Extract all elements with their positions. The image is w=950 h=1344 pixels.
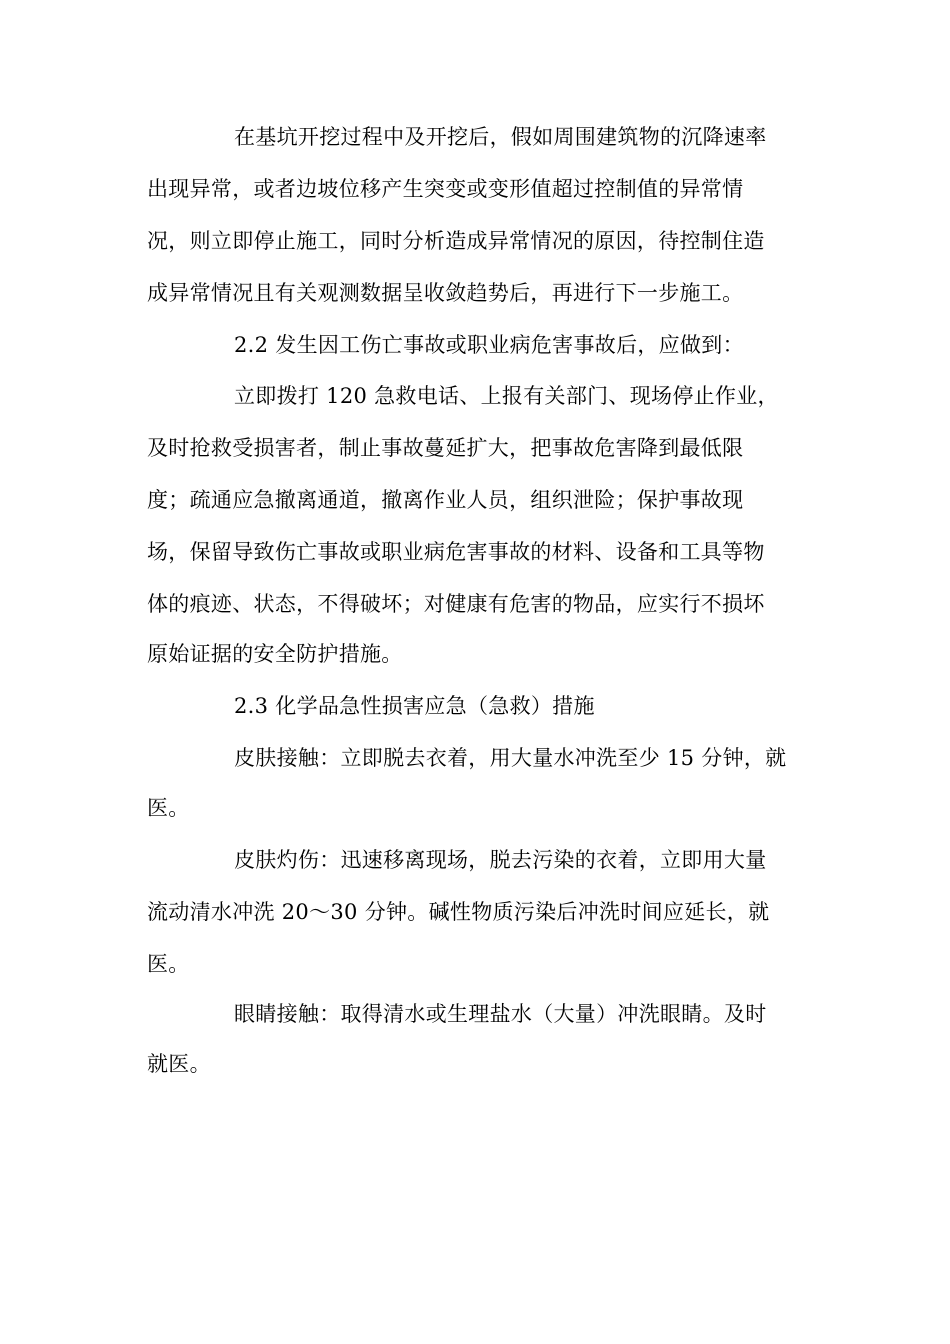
paragraph-line: 医。 — [147, 952, 190, 976]
paragraph-line: 原始证据的安全防护措施。 — [147, 642, 403, 666]
paragraph-line: 体的痕迹、状态，不得破坏；对健康有危害的物品，应实行不损坏 — [147, 592, 765, 616]
paragraph-line: 在基坑开挖过程中及开挖后，假如周围建筑物的沉降速率 — [234, 125, 767, 149]
paragraph-line: 及时抢救受损害者，制止事故蔓延扩大，把事故危害降到最低限 — [147, 436, 744, 460]
paragraph-line: 皮肤接触：立即脱去衣着，用大量水冲洗至少 15 分钟，就 — [234, 746, 787, 770]
paragraph-line: 立即拨打 120 急救电话、上报有关部门、现场停止作业， — [234, 384, 779, 408]
paragraph-line: 就医。 — [147, 1052, 211, 1076]
paragraph-line: 流动清水冲洗 20～30 分钟。碱性物质污染后冲洗时间应延长，就 — [147, 900, 770, 924]
paragraph-line: 场，保留导致伤亡事故或职业病危害事故的材料、设备和工具等物 — [147, 540, 765, 564]
paragraph-line: 度；疏通应急撤离通道，撤离作业人员，组织泄险；保护事故现 — [147, 488, 744, 512]
paragraph-line: 医。 — [147, 796, 190, 820]
section-heading: 2.2 发生因工伤亡事故或职业病危害事故后，应做到： — [234, 333, 744, 357]
paragraph-line: 眼睛接触：取得清水或生理盐水（大量）冲洗眼睛。及时 — [234, 1002, 767, 1026]
paragraph-line: 皮肤灼伤：迅速移离现场，脱去污染的衣着，立即用大量 — [234, 848, 767, 872]
section-heading: 2.3 化学品急性损害应急（急救）措施 — [234, 694, 595, 718]
paragraph-line: 出现异常，或者边坡位移产生突变或变形值超过控制值的异常情 — [147, 177, 744, 201]
paragraph-line: 成异常情况且有关观测数据呈收敛趋势后，再进行下一步施工。 — [147, 281, 744, 305]
paragraph-line: 况，则立即停止施工，同时分析造成异常情况的原因，待控制住造 — [147, 229, 765, 253]
